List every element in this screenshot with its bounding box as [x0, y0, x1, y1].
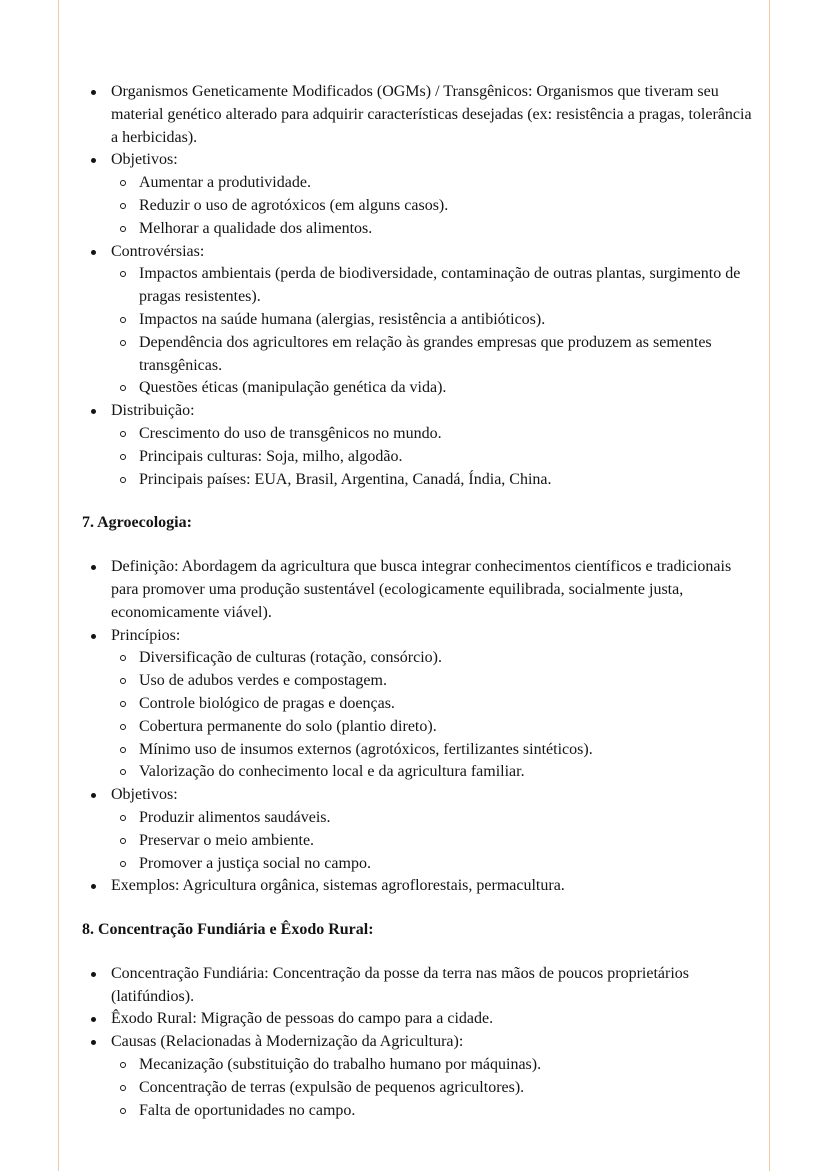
- list-item: Organismos Geneticamente Modificados (OGMs) / Transgênicos: Organismos que tiveram seu material genético alterado para adquirir características desejadas (ex: resistência a pragas, tolerância a herbicidas).: [82, 81, 752, 149]
- list-item: Concentração Fundiária: Concentração da posse da terra nas mãos de poucos proprietários (latifúndios).: [82, 963, 752, 1009]
- list-item: Falta de oportunidades no campo.: [111, 1100, 752, 1123]
- ogm-controversies-list: [111, 263, 752, 400]
- list-item: Controvérsias: Impactos ambientais (perda de biodiversidade, contaminação de outras plantas, surgimento de pragas resistentes). Impactos na saúde humana (alergias, resistência a antibióticos). Dependência dos agricultores em relação às grandes empresas que produzem as sementes transgênicas. Questões éticas (manipulação genética da vida).: [82, 241, 752, 401]
- list-item: Diversificação de culturas (rotação, consórcio).: [111, 647, 752, 670]
- section-title-agroecology: 7. Agroecologia:: [82, 514, 192, 532]
- list-item: Melhorar a qualidade dos alimentos.: [111, 218, 752, 241]
- list-item: Distribuição: Crescimento do uso de transgênicos no mundo. Principais culturas: Soja, milho, algodão. Principais países: EUA, Brasil, Argentina, Canadá, Índia, China.: [82, 400, 752, 491]
- list-item: Objetivos: Produzir alimentos saudáveis. Preservar o meio ambiente. Promover a justiça social no campo.: [82, 784, 752, 875]
- list-item: Questões éticas (manipulação genética da vida).: [111, 377, 752, 400]
- document-content: [82, 81, 752, 1122]
- agroecology-principles-list: [111, 647, 752, 784]
- list-item: Objetivos: Aumentar a produtividade. Reduzir o uso de agrotóxicos (em alguns casos). Melhorar a qualidade dos alimentos.: [82, 149, 752, 240]
- page-border-right: [769, 0, 770, 1171]
- list-item: Controle biológico de pragas e doenças.: [111, 693, 752, 716]
- list-item: Mínimo uso de insumos externos (agrotóxicos, fertilizantes sintéticos).: [111, 739, 752, 762]
- ogm-distribution-list: [111, 423, 752, 491]
- list-item: Mecanização (substituição do trabalho humano por máquinas).: [111, 1054, 752, 1077]
- list-item: Principais países: EUA, Brasil, Argentina, Canadá, Índia, China.: [111, 469, 752, 492]
- ogm-objectives-list: [111, 172, 752, 240]
- list-item: Êxodo Rural: Migração de pessoas do campo para a cidade.: [82, 1008, 752, 1031]
- list-item: Causas (Relacionadas à Modernização da Agricultura): Mecanização (substituição do trabalho humano por máquinas). Concentração de terras (expulsão de pequenos agricultores). Falta de oportunidades no campo.: [82, 1031, 752, 1122]
- page-border-left: [58, 0, 59, 1171]
- list-item: Crescimento do uso de transgênicos no mundo.: [111, 423, 752, 446]
- list-item: Princípios: Diversificação de culturas (rotação, consórcio). Uso de adubos verdes e compostagem. Controle biológico de pragas e doenças. Cobertura permanente do solo (plantio direto). Mínimo uso de insumos externos (agrotóxicos, fertilizantes sintéticos). Valorização do conhecimento local e da agricultura familiar.: [82, 625, 752, 785]
- agroecology-objectives-list: [111, 807, 752, 875]
- list-item: Aumentar a produtividade.: [111, 172, 752, 195]
- land-causes-list: [111, 1054, 752, 1122]
- section-title-land-concentration: 8. Concentração Fundiária e Êxodo Rural:: [82, 921, 374, 939]
- list-item: Impactos na saúde humana (alergias, resistência a antibióticos).: [111, 309, 752, 332]
- list-item: Reduzir o uso de agrotóxicos (em alguns casos).: [111, 195, 752, 218]
- list-item: Definição: Abordagem da agricultura que busca integrar conhecimentos científicos e tradicionais para promover uma produção sustentável (ecologicamente equilibrada, socialmente justa, economicamente viável).: [82, 556, 752, 624]
- list-item: Dependência dos agricultores em relação às grandes empresas que produzem as sementes transgênicas.: [111, 332, 752, 378]
- list-item: Cobertura permanente do solo (plantio direto).: [111, 716, 752, 739]
- list-item: Impactos ambientais (perda de biodiversidade, contaminação de outras plantas, surgimento de pragas resistentes).: [111, 263, 752, 309]
- ogm-list: [82, 81, 752, 491]
- list-item: Uso de adubos verdes e compostagem.: [111, 670, 752, 693]
- list-item: Produzir alimentos saudáveis.: [111, 807, 752, 830]
- list-item: Preservar o meio ambiente.: [111, 830, 752, 853]
- list-item: Principais culturas: Soja, milho, algodão.: [111, 446, 752, 469]
- list-item: Concentração de terras (expulsão de pequenos agricultores).: [111, 1077, 752, 1100]
- list-item: Promover a justiça social no campo.: [111, 853, 752, 876]
- list-item: Exemplos: Agricultura orgânica, sistemas agroflorestais, permacultura.: [82, 875, 752, 898]
- land-list: [82, 963, 752, 1123]
- list-item: Valorização do conhecimento local e da agricultura familiar.: [111, 761, 752, 784]
- agroecology-list: [82, 556, 752, 898]
